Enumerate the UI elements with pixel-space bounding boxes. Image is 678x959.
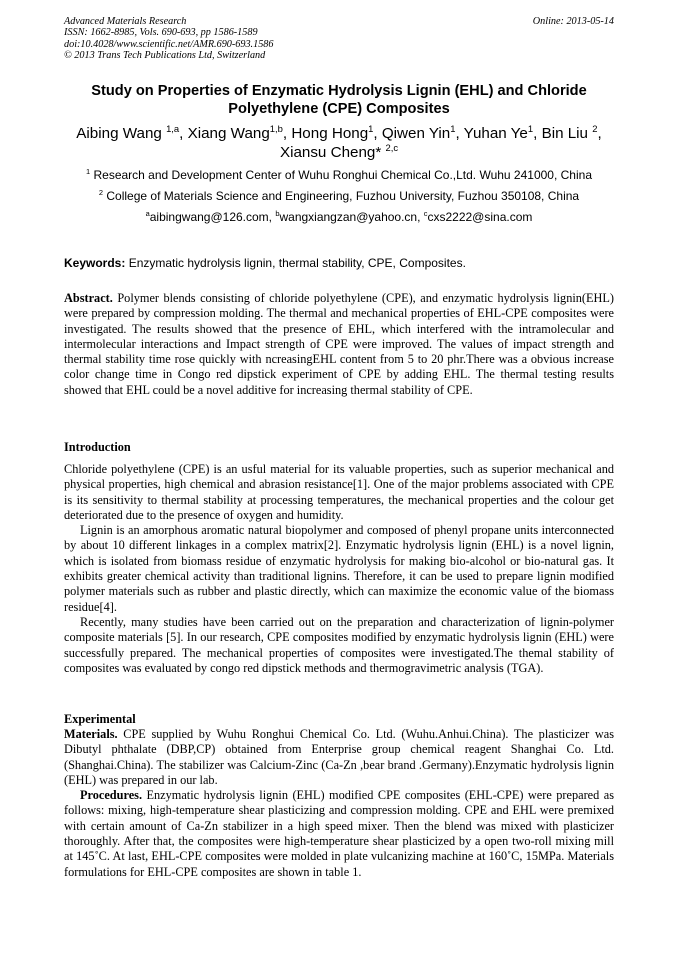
introduction-body bbox=[64, 462, 614, 676]
author: Yuhan Ye$^1$, bbox=[463, 122, 542, 142]
author: Qiwen Yin$^1$, bbox=[381, 122, 464, 142]
online-date: Online: 2013-05-14 bbox=[532, 16, 614, 27]
introduction-heading: Introduction bbox=[64, 440, 131, 454]
materials-paragraph bbox=[64, 727, 614, 788]
abstract bbox=[64, 291, 614, 398]
keywords-label: Keywords: bbox=[64, 256, 126, 270]
procedures-paragraph bbox=[64, 788, 614, 880]
affiliation-1: $^1$ Research and Development Center of Wuhu Ronghui Chemical Co.,Ltd. Wuhu 241000, China bbox=[86, 167, 592, 182]
affiliation-2: $^2$ College of Materials Science and Engineering, Fuzhou University, Fuzhou 350108, China bbox=[98, 188, 580, 203]
journal-header bbox=[64, 16, 273, 62]
author: Bin Liu $^2$, bbox=[541, 122, 602, 142]
paper-title: Study on Properties of Enzymatic Hydrolysis Lignin (EHL) and Chloride Polyethylene (CPE) Composites bbox=[91, 83, 587, 117]
materials-text: CPE supplied by Wuhu Ronghui Chemical Co. Ltd. (Wuhu.Anhui.China). The plasticizer was Dibutyl phthalate (DBP,CP) obtained from Enterprise group chemical reagent Shanghai Co. Ltd. (Shanghai.China). The stabilizer was Calcium-Zinc (Ca-Zn ,bear brand .Germany).Enzymatic hydrolysis lignin (EHL) was prepared in our lab. bbox=[64, 727, 614, 787]
doi-line: doi:10.4028/www.scientific.net/AMR.690-693.1586 bbox=[64, 38, 274, 50]
materials-label: Materials. bbox=[64, 727, 118, 741]
paragraph: Recently, many studies have been carried out on the preparation and characterization of lignin-polymer composite materials [5]. In our research, CPE composites modified by enzymatic hydrolysis lignin (EHL) were successfully prepared. The mechanical properties of composites were investigated.The themal stability of composites was evaluated by congo red dipstick methods and thermogravimetric analysis (TGA). bbox=[64, 614, 614, 675]
email: $^b$wangxiangzan@yahoo.cn, bbox=[275, 209, 424, 224]
copyright-line: © 2013 Trans Tech Publications Ltd, Switzerland bbox=[64, 50, 266, 62]
abstract-label: Abstract. bbox=[64, 291, 113, 305]
author: Xiansu Cheng* $^{2,c}$ bbox=[279, 141, 399, 161]
experimental-body bbox=[64, 727, 614, 880]
author: Hong Hong$^1$, bbox=[291, 122, 382, 142]
email: $^a$aibingwang@126.com, bbox=[145, 209, 276, 224]
experimental-heading: Experimental bbox=[64, 712, 136, 726]
author: Xiang Wang$^{1,b}$, bbox=[187, 122, 292, 142]
paragraph: Lignin is an amorphous aromatic natural biopolymer and composed of phenyl propane units interconnected by about 10 different linkages in a complex matrix[2]. Enzymatic hydrolysis lignin (EHL) is a novel lignin, which is isolated from biomass residue of enzymatic hydrolysis for making bio-alcohol or bio-natural gas. It exhibits greater chemical activity than traditional lignins. Therefore, it can be used to prepare lignin modified polymer materials such as rubber and plastic directly, which can maximize the economic value of the biomass residue[4]. bbox=[64, 523, 614, 614]
author: Aibing Wang $^{1,a}$, bbox=[76, 122, 188, 142]
abstract-text: Polymer blends consisting of chloride polyethylene (CPE), and enzymatic hydrolysis lignin(EHL) were prepared by compression molding. The thermal and mechanical properties of EHL-CPE composites were investigated. The results showed that the presence of EHL, which interfered with the intramolecular and intermolecular interactions and Impact strength of CPE were improved. The values of impact strength and thermal stability time rose quickly with ncreasingEHL content from 5 to 20 phr.There was a obvious increase color change time in Congo red dipstick experiment of CPE by adding EHL. The thermal testing results showed that EHL could be a novel additive for increasing thermal stability of CPE. bbox=[64, 291, 614, 397]
journal-name: Advanced Materials Research bbox=[64, 16, 187, 27]
procedures-text: Enzymatic hydrolysis lignin (EHL) modified CPE composites (EHL-CPE) were prepared as follows: mixing, high-temperature shear plasticizing and compression molding. CPE and EHL were premixed with certain amount of Ca-Zn stabilizer in a high speed mixer. Then the blend was mixed with plasticizer thoroughly. After that, the composites were high-temperature shear plasticized by a open two-roll mixing mill at 145˚C. At last, EHL-CPE composites were molded in plate vulcanizing machine at 160˚C, 15MPa. Materials formulations for EHL-CPE composites are shown in table 1. bbox=[64, 788, 614, 879]
keywords bbox=[64, 256, 624, 270]
email: $^c$cxs2222@sina.com bbox=[423, 209, 533, 224]
keywords-text: Enzymatic hydrolysis lignin, thermal stability, CPE, Composites. bbox=[125, 256, 466, 270]
issn-line: ISSN: 1662-8985, Vols. 690-693, pp 1586-1589 bbox=[64, 27, 258, 39]
procedures-label: Procedures. bbox=[80, 788, 143, 803]
paragraph: Chloride polyethylene (CPE) is an usful material for its valuable properties, such as superior mechanical and physical properties, high chemical and abrasion resistance[1]. One of the major problems associated with CPE is its sensitivity to thermal stability at processing temperatures, the mechanical properties and the colour get deteriorated due to the presence of oxygen and humidity. bbox=[64, 462, 614, 522]
email-list bbox=[56, 210, 622, 224]
author-list bbox=[56, 124, 622, 162]
